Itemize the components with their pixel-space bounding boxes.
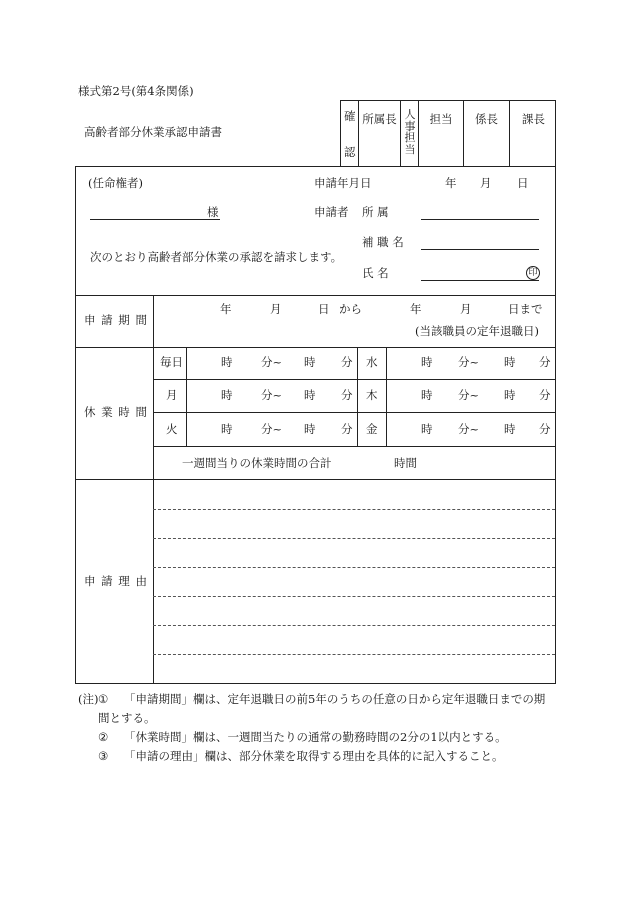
hours-label: 休 業 時 間: [84, 405, 148, 419]
hours-minute-unit: 分: [341, 388, 353, 402]
date-year-unit: 年: [445, 176, 457, 190]
date-day-unit: 日: [517, 176, 529, 190]
applicant-label: 申請者: [314, 205, 349, 219]
hours-hour-unit: 時: [221, 388, 233, 402]
reason-line[interactable]: [153, 654, 555, 655]
hours-hour-unit: 時: [304, 388, 316, 402]
hours-hour-unit: 時: [421, 388, 433, 402]
post-label: 補 職 名: [362, 235, 404, 249]
hours-minute-unit: 分: [539, 422, 551, 436]
approval-label-manager: 課長: [522, 112, 545, 126]
hours-hour-unit: 時: [421, 355, 433, 369]
hours-hour-unit: 時: [504, 355, 516, 369]
approval-cell-section-chief[interactable]: [359, 101, 401, 166]
hours-day-thursday: 木: [366, 388, 378, 402]
approval-label-personnel: 人事担当: [404, 108, 416, 156]
reason-line[interactable]: [153, 567, 555, 568]
note-mark: ③: [98, 749, 109, 763]
note-mark: ②: [98, 730, 109, 744]
reason-line[interactable]: [153, 509, 555, 510]
note-text-cont: 間とする。: [98, 711, 156, 725]
weekly-total-label: 一週間当りの休業時間の合計: [182, 456, 332, 470]
hours-hour-unit: 時: [221, 355, 233, 369]
period-note: (当該職員の定年退職日): [415, 324, 539, 338]
approval-confirm-cell: [341, 101, 359, 166]
hours-minute-unit: 分: [539, 355, 551, 369]
weekly-total-unit: 時間: [394, 456, 417, 470]
hours-day-wednesday: 水: [366, 355, 378, 369]
separator-period: [76, 347, 555, 348]
approval-label-staff: 担当: [429, 112, 453, 126]
note-continuation: [78, 709, 558, 728]
hours-day-monday: 月: [166, 388, 178, 402]
hours-minute-unit: 分: [341, 355, 353, 369]
approval-stamp-grid: [340, 100, 556, 166]
approval-cell-chief[interactable]: [464, 101, 510, 166]
dept-input-line[interactable]: [421, 219, 539, 220]
period-from-word: から: [339, 302, 362, 316]
appointer-suffix: 様: [207, 205, 219, 219]
approval-cell-staff[interactable]: [419, 101, 464, 166]
dept-label: 所 属: [362, 205, 389, 219]
period-to-month: 月: [460, 302, 472, 316]
hours-day-everyday: 毎日: [160, 355, 183, 369]
hours-hour-unit: 時: [421, 422, 433, 436]
period-label: 申 請 期 間: [84, 313, 148, 327]
hours-minute-from-unit: 分~: [458, 422, 480, 436]
separator-header: [76, 295, 555, 296]
approval-confirm-bottom: 認: [344, 145, 356, 159]
application-form-frame: [75, 166, 556, 684]
note-text: 「申請の理由」欄は、部分休業を取得する理由を具体的に記入すること。: [124, 749, 504, 763]
seal-icon: 印: [526, 266, 540, 280]
hours-day-friday: 金: [366, 422, 378, 436]
hours-minute-unit: 分: [341, 422, 353, 436]
notes-prefix: (注): [78, 692, 99, 706]
notes-section: [78, 690, 558, 766]
hours-minute-from-unit: 分~: [261, 388, 283, 402]
note-mark: ①: [98, 692, 109, 706]
separator-hours-3: [153, 446, 555, 447]
form-code: 様式第2号(第4条関係): [78, 84, 194, 98]
note-item: [78, 747, 558, 766]
reason-line[interactable]: [153, 538, 555, 539]
hours-day-divider-left: [186, 347, 187, 446]
hours-day-tuesday: 火: [166, 422, 178, 436]
approval-cell-personnel[interactable]: [401, 101, 419, 166]
approval-cell-manager[interactable]: [510, 101, 557, 166]
separator-hours-1: [153, 379, 555, 380]
note-item: [78, 690, 558, 709]
hours-hour-unit: 時: [504, 422, 516, 436]
name-input-line[interactable]: [421, 280, 539, 281]
period-from-month: 月: [270, 302, 282, 316]
hours-hour-unit: 時: [304, 355, 316, 369]
note-item: [78, 728, 558, 747]
hours-hour-unit: 時: [221, 422, 233, 436]
hours-minute-from-unit: 分~: [261, 422, 283, 436]
appointer-label: (任命権者): [88, 176, 143, 190]
hours-minute-from-unit: 分~: [458, 355, 480, 369]
note-text: 「休業時間」欄は、一週間当たりの通常の勤務時間の2分の1以内とする。: [124, 730, 507, 744]
hours-minute-from-unit: 分~: [261, 355, 283, 369]
note-text: 「申請期間」欄は、定年退職日の前5年のうちの任意の日から定年退職日までの期: [124, 692, 546, 706]
period-from-day: 日: [318, 302, 330, 316]
hours-day-divider-right: [386, 347, 387, 446]
date-month-unit: 月: [480, 176, 492, 190]
reason-line[interactable]: [153, 596, 555, 597]
separator-hours: [76, 479, 555, 480]
period-from-year: 年: [220, 302, 232, 316]
hours-minute-unit: 分: [539, 388, 551, 402]
separator-hours-2: [153, 412, 555, 413]
reason-label: 申 請 理 由: [84, 574, 148, 588]
date-label: 申請年月日: [314, 176, 372, 190]
hours-hour-unit: 時: [504, 388, 516, 402]
approval-confirm-top: 確: [344, 109, 356, 123]
approval-label-section-chief: 所属長: [362, 112, 397, 126]
hours-minute-from-unit: 分~: [458, 388, 480, 402]
reason-line[interactable]: [153, 625, 555, 626]
appointer-name-line[interactable]: [90, 219, 220, 220]
approval-label-chief: 係長: [475, 112, 498, 126]
request-text: 次のとおり高齢者部分休業の承認を請求します。: [90, 250, 343, 264]
hours-hour-unit: 時: [304, 422, 316, 436]
period-until-word: 日まで: [508, 302, 543, 316]
period-to-year: 年: [410, 302, 422, 316]
form-title: 高齢者部分休業承認申請書: [84, 125, 222, 139]
hours-mid-divider: [357, 347, 358, 446]
post-input-line[interactable]: [421, 249, 539, 250]
name-label: 氏 名: [362, 266, 389, 280]
